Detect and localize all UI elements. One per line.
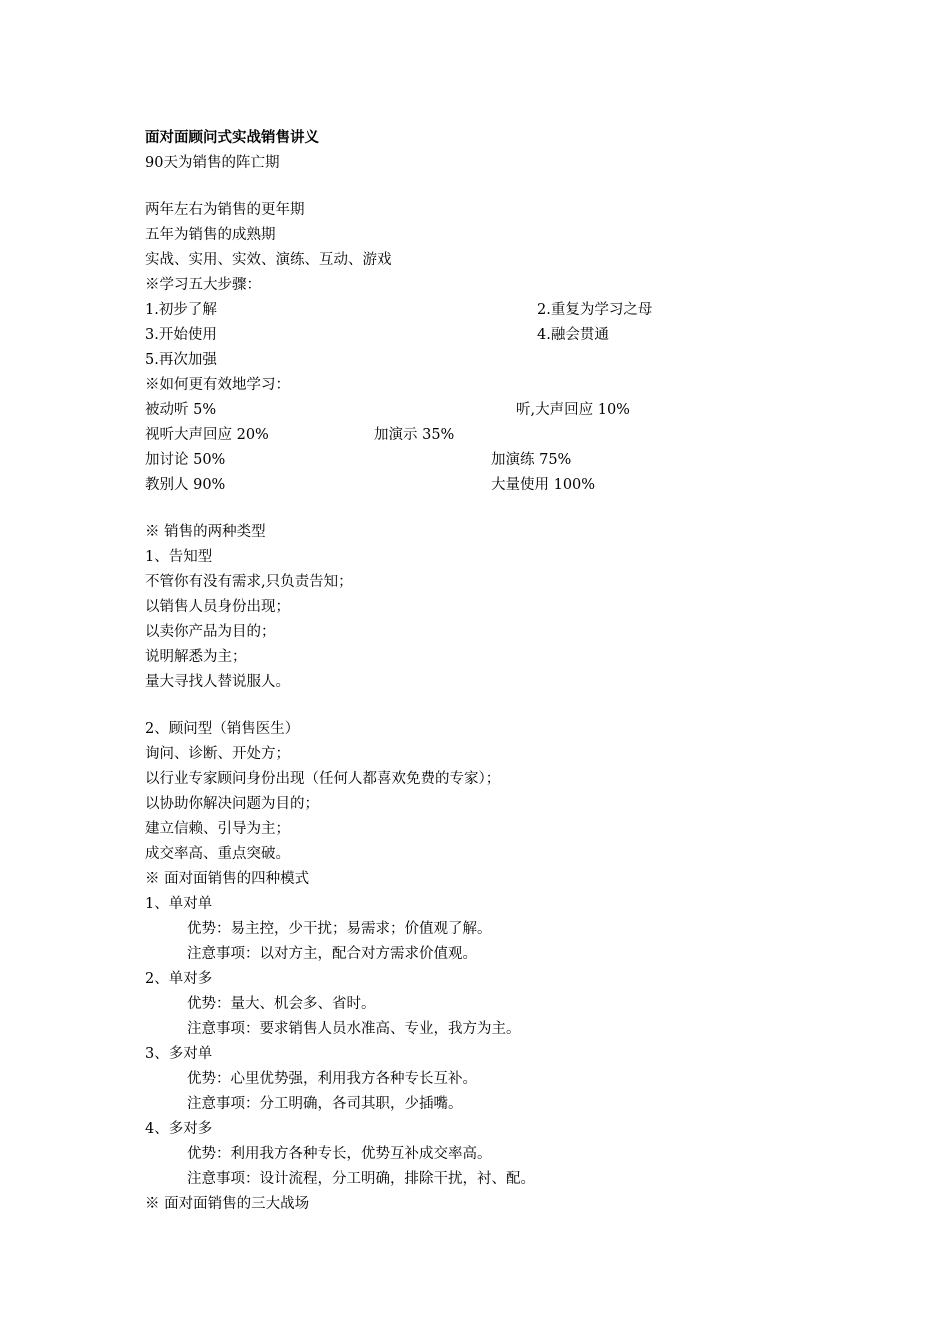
spacer bbox=[145, 176, 845, 198]
steps-row bbox=[145, 298, 845, 323]
type-line: 不管你有没有需求,只负责告知； bbox=[145, 574, 353, 590]
period-line: 实战、实用、实效、演练、互动、游戏 bbox=[145, 252, 392, 268]
period-line: 两年左右为销售的更年期 bbox=[145, 202, 305, 218]
document-title: 面对面顾问式实战销售讲义 bbox=[145, 130, 319, 146]
mode-advantage: 优势：易主控，少干扰；易需求；价值观了解。 bbox=[187, 921, 492, 937]
period-line: 五年为销售的成熟期 bbox=[145, 227, 276, 243]
mode-advantage: 优势：心里优势强，利用我方各种专长互补。 bbox=[187, 1071, 477, 1087]
spacer bbox=[145, 498, 845, 520]
mode-label: 3、多对单 bbox=[145, 1046, 213, 1062]
type-line: 以销售人员身份出现； bbox=[145, 599, 290, 615]
effective-item: 视听大声回应 20% bbox=[145, 427, 269, 443]
step-item: 1.初步了解 bbox=[145, 302, 217, 318]
effective-item: 加讨论 50% bbox=[145, 452, 226, 468]
mode-label: 2、单对多 bbox=[145, 971, 213, 987]
effective-item: 加演示 35% bbox=[374, 427, 455, 443]
steps-row bbox=[145, 348, 845, 373]
mode-advantage: 优势：量大、机会多、省时。 bbox=[187, 996, 376, 1012]
effective-heading: ※如何更有效地学习： bbox=[145, 377, 290, 393]
mode-note: 注意事项：以对方主，配合对方需求价值观。 bbox=[187, 946, 477, 962]
intro-line: 90天为销售的阵亡期 bbox=[145, 155, 280, 171]
type-line: 1、告知型 bbox=[145, 549, 213, 565]
effective-row bbox=[145, 398, 845, 423]
type-line: 以卖你产品为目的； bbox=[145, 624, 276, 640]
effective-item: 教别人 90% bbox=[145, 477, 226, 493]
mode-label: 1、单对单 bbox=[145, 896, 213, 912]
mode-label: 4、多对多 bbox=[145, 1121, 213, 1137]
effective-row bbox=[145, 423, 845, 448]
type-line: 量大寻找人替说服人。 bbox=[145, 674, 290, 690]
mode-note: 注意事项：分工明确，各司其职，少插嘴。 bbox=[187, 1096, 463, 1112]
step-item: 2.重复为学习之母 bbox=[537, 302, 653, 318]
steps-row bbox=[145, 323, 845, 348]
effective-item: 听,大声回应 10% bbox=[516, 402, 630, 418]
document-page bbox=[145, 126, 845, 1217]
effective-item: 加演练 75% bbox=[491, 452, 572, 468]
mode-advantage: 优势：利用我方各种专长，优势互补成交率高。 bbox=[187, 1146, 492, 1162]
mode-note: 注意事项：要求销售人员水准高、专业，我方为主。 bbox=[187, 1021, 521, 1037]
type-line: 以行业专家顾问身份出现（任何人都喜欢免费的专家）； bbox=[145, 771, 501, 787]
steps-heading: ※学习五大步骤： bbox=[145, 277, 261, 293]
step-item: 4.融会贯通 bbox=[537, 327, 609, 343]
types-heading: ※ 销售的两种类型 bbox=[145, 524, 266, 540]
mode-note: 注意事项：设计流程，分工明确，排除干扰，衬、配。 bbox=[187, 1171, 535, 1187]
spacer bbox=[145, 695, 845, 717]
type-line: 说明解悉为主； bbox=[145, 649, 247, 665]
battlefields-heading: ※ 面对面销售的三大战场 bbox=[145, 1196, 310, 1212]
modes-heading: ※ 面对面销售的四种模式 bbox=[145, 871, 310, 887]
effective-row bbox=[145, 473, 845, 498]
type-line: 询问、诊断、开处方； bbox=[145, 746, 290, 762]
step-item: 5.再次加强 bbox=[145, 352, 217, 368]
type-line: 以协助你解决问题为目的； bbox=[145, 796, 319, 812]
effective-row bbox=[145, 448, 845, 473]
effective-item: 被动听 5% bbox=[145, 402, 217, 418]
step-item: 3.开始使用 bbox=[145, 327, 217, 343]
type-line: 建立信赖、引导为主； bbox=[145, 821, 290, 837]
type-line: 2、顾问型（销售医生） bbox=[145, 721, 300, 737]
effective-item: 大量使用 100% bbox=[491, 477, 596, 493]
type-line: 成交率高、重点突破。 bbox=[145, 846, 290, 862]
